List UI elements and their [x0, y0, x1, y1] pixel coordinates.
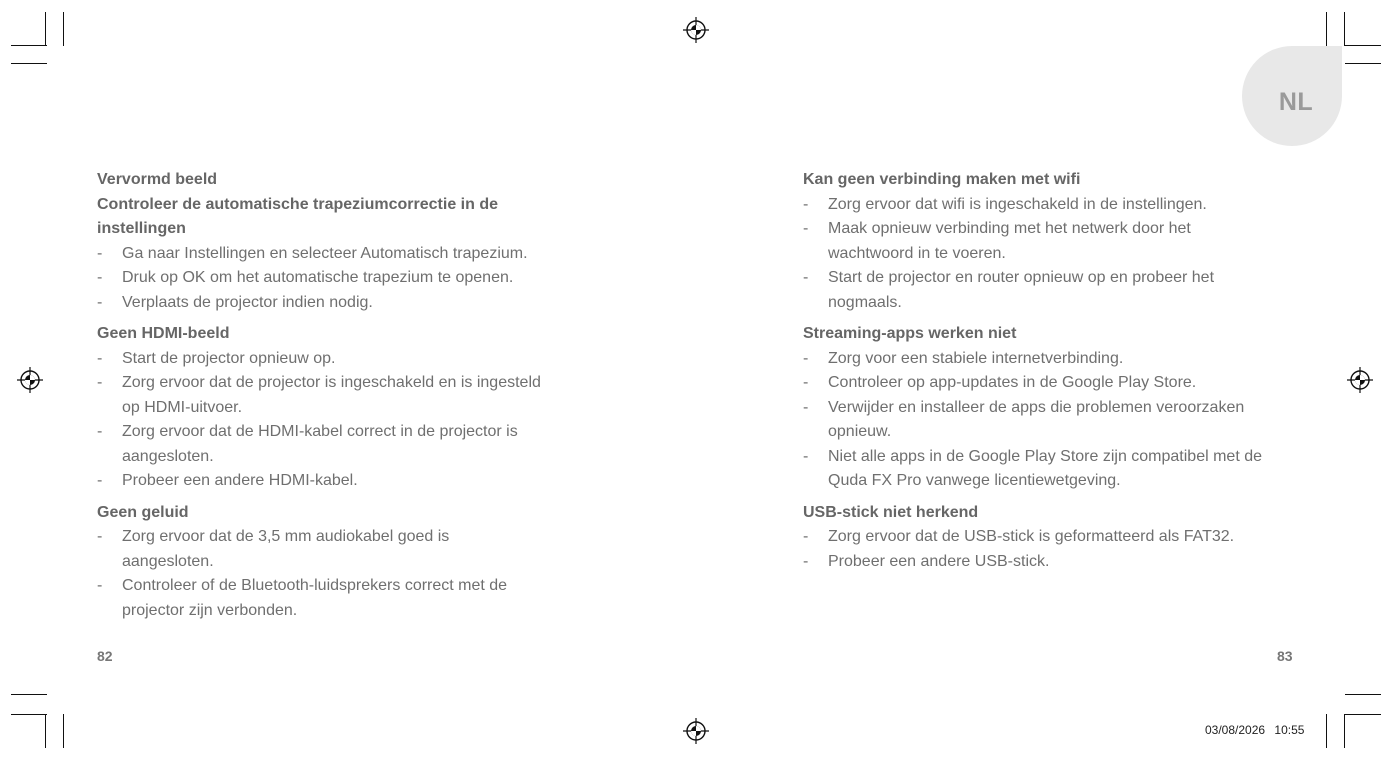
- list-item: - Zorg ervoor dat de 3,5 mm audiokabel goed is aangesloten.: [97, 525, 502, 574]
- list-item: - Zorg voor een stabiele internetverbinding.: [803, 347, 1298, 372]
- list-item: - Zorg ervoor dat de USB-stick is geformatteerd als FAT32.: [803, 525, 1303, 550]
- left-page-content: [97, 168, 597, 630]
- language-badge: [1242, 46, 1342, 146]
- list-item: - Controleer op app-updates in de Google Play Store.: [803, 371, 1298, 396]
- list-item: - Zorg ervoor dat wifi is ingeschakeld in de instellingen.: [803, 193, 1273, 218]
- page-number-left: 82: [97, 648, 113, 664]
- crop-mark: [1326, 714, 1327, 748]
- list-item: - Verplaats de projector indien nodig.: [97, 291, 597, 316]
- list-item: - Start de projector en router opnieuw op en probeer het nogmaals.: [803, 266, 1273, 315]
- crop-mark: [11, 45, 47, 46]
- item-list: [97, 242, 597, 316]
- list-item: - Zorg ervoor dat de projector is ingeschakeld en is ingesteld op HDMI-uitvoer.: [97, 371, 542, 420]
- section-no-hdmi-image: [97, 322, 597, 494]
- list-item: - Maak opnieuw verbinding met het netwerk door het wachtwoord in te voeren.: [803, 217, 1248, 266]
- print-timestamp: 03/08/2026 10:55: [1205, 723, 1305, 737]
- list-item: - Probeer een andere USB-stick.: [803, 550, 1303, 575]
- section-no-wifi: [803, 168, 1303, 315]
- crop-mark: [1345, 714, 1381, 715]
- language-badge-label: NL: [1278, 87, 1314, 116]
- crop-mark: [1344, 12, 1345, 46]
- list-item: - Verwijder en installeer de apps die problemen veroorzaken opnieuw.: [803, 396, 1298, 445]
- crop-mark: [1326, 12, 1327, 46]
- crop-mark: [1345, 694, 1381, 695]
- section-distorted-image: [97, 168, 597, 315]
- section-heading: USB-stick niet herkend: [803, 503, 979, 521]
- right-page-content: [803, 168, 1303, 581]
- list-item: - Ga naar Instellingen en selecteer Automatisch trapezium.: [97, 242, 597, 267]
- list-item: - Zorg ervoor dat de HDMI-kabel correct in de projector is aangesloten.: [97, 420, 572, 469]
- section-heading: Streaming-apps werken niet: [803, 325, 1017, 342]
- item-list: [803, 347, 1298, 494]
- section-streaming-apps: [803, 322, 1303, 494]
- crop-mark: [45, 12, 46, 46]
- section-heading: Geen geluid: [97, 503, 189, 521]
- item-list: [803, 525, 1303, 574]
- section-subheading: Controleer de automatische trapeziumcorrectie in de instellingen: [97, 195, 498, 237]
- list-item: - Controleer of de Bluetooth-luidsprekers correct met de projector zijn verbonden.: [97, 574, 567, 623]
- crop-mark: [11, 714, 47, 715]
- crop-mark: [11, 694, 47, 695]
- section-heading: Kan geen verbinding maken met wifi: [803, 171, 1081, 188]
- list-item: - Probeer een andere HDMI-kabel.: [97, 469, 572, 494]
- item-list: [97, 525, 567, 623]
- list-item: - Druk op OK om het automatische trapezium te openen.: [97, 266, 597, 291]
- item-list: [97, 347, 572, 494]
- registration-target-icon: [682, 16, 710, 44]
- list-item: - Start de projector opnieuw op.: [97, 347, 572, 372]
- list-item: - Niet alle apps in de Google Play Store zijn compatibel met de Quda FX Pro vanwege licentiewetgeving.: [803, 445, 1298, 494]
- registration-target-icon: [682, 717, 710, 745]
- crop-mark: [1344, 714, 1345, 748]
- crop-mark: [45, 714, 46, 748]
- section-no-sound: [97, 501, 597, 624]
- registration-target-icon: [16, 366, 44, 394]
- registration-target-icon: [1346, 366, 1374, 394]
- crop-mark: [63, 12, 64, 46]
- crop-mark: [11, 63, 47, 64]
- section-usb-not-recognized: [803, 501, 1303, 575]
- section-heading: Vervormd beeld: [97, 171, 218, 188]
- crop-mark: [63, 714, 64, 748]
- section-heading: Geen HDMI-beeld: [97, 325, 230, 342]
- crop-mark: [1345, 63, 1381, 64]
- crop-mark: [1345, 45, 1381, 46]
- page-number-right: 83: [1277, 648, 1293, 664]
- item-list: [803, 193, 1273, 316]
